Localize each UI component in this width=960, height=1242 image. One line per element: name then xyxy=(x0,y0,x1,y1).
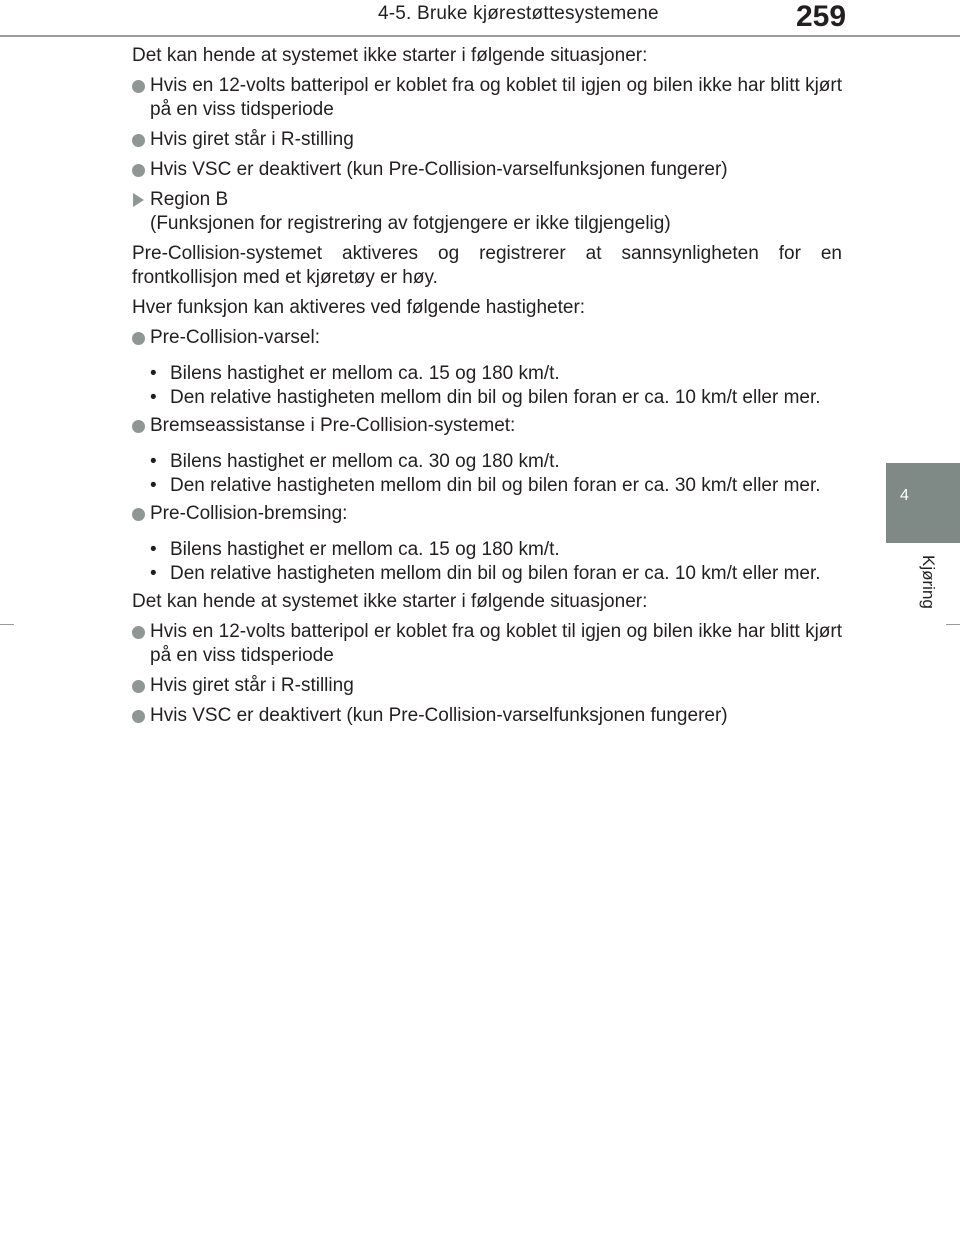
circle-bullet-icon xyxy=(132,420,145,433)
intro-paragraph: Det kan hende at systemet ikke starter i følgende situasjoner: xyxy=(132,591,648,612)
condition-text: Den relative hastigheten mellom din bil og bilen foran er ca. 10 km/t eller mer. xyxy=(170,563,821,584)
circle-bullet-icon xyxy=(132,80,145,93)
triangle-arrow-icon xyxy=(133,193,144,207)
circle-bullet-icon xyxy=(132,680,145,693)
condition-text: Bilens hastighet er mellom ca. 15 og 180 km/t. xyxy=(170,539,560,560)
function-conditions xyxy=(132,450,842,498)
circle-bullet-icon xyxy=(132,626,145,639)
list-item xyxy=(132,74,842,122)
list-item xyxy=(132,704,842,728)
condition-text: Bilens hastighet er mellom ca. 30 og 180 km/t. xyxy=(170,451,560,472)
list-item xyxy=(132,158,842,182)
condition-item xyxy=(132,386,842,410)
list-item-text: Hvis VSC er deaktivert (kun Pre-Collision-varselfunksjonen fungerer) xyxy=(150,159,728,180)
circle-bullet-icon xyxy=(132,332,145,345)
condition-item xyxy=(132,450,842,474)
chapter-number: 4 xyxy=(900,487,909,504)
list-item-text: Hvis giret står i R-stilling xyxy=(150,129,354,150)
bullet-dot-icon: • xyxy=(150,475,157,496)
condition-item xyxy=(132,562,842,586)
list-item xyxy=(132,128,842,152)
bullet-dot-icon: • xyxy=(150,539,157,560)
function-conditions xyxy=(132,538,842,586)
function-conditions xyxy=(132,362,842,410)
condition-item xyxy=(132,538,842,562)
crop-mark-right xyxy=(946,624,960,625)
list-item-text: Hvis VSC er deaktivert (kun Pre-Collision-varselfunksjonen fungerer) xyxy=(150,705,728,726)
bullet-dot-icon: • xyxy=(150,451,157,472)
activation-paragraph: Pre-Collision-systemet aktiveres og registrerer at sannsynligheten for en frontkollisjon med et kjøretøy er høy. xyxy=(132,243,842,288)
condition-text: Den relative hastigheten mellom din bil og bilen foran er ca. 30 km/t eller mer. xyxy=(170,475,821,496)
page-content xyxy=(132,44,842,734)
list-item-text: Hvis en 12-volts batteripol er koblet fra og koblet til igjen og bilen ikke har blitt kjørt på en viss tidsperiode xyxy=(150,75,842,120)
header-rule xyxy=(0,35,960,37)
list-item xyxy=(132,620,842,668)
speeds-paragraph: Hver funksjon kan aktiveres ved følgende hastigheter: xyxy=(132,297,586,318)
function-heading xyxy=(132,414,842,438)
intro-paragraph: Det kan hende at systemet ikke starter i følgende situasjoner: xyxy=(132,45,648,66)
section-title: 4-5. Bruke kjørestøttesystemene xyxy=(378,3,659,24)
list-item-text: Hvis en 12-volts batteripol er koblet fra og koblet til igjen og bilen ikke har blitt kjørt på en viss tidsperiode xyxy=(150,621,842,666)
condition-text: Den relative hastigheten mellom din bil og bilen foran er ca. 10 km/t eller mer. xyxy=(170,387,821,408)
function-heading xyxy=(132,326,842,350)
page-number: 259 xyxy=(796,0,847,33)
bullet-dot-icon: • xyxy=(150,563,157,584)
bullet-dot-icon: • xyxy=(150,363,157,384)
condition-item xyxy=(132,474,842,498)
circle-bullet-icon xyxy=(132,164,145,177)
chapter-title: Kjøring xyxy=(919,555,938,609)
list-item xyxy=(132,674,842,698)
region-note: (Funksjonen for registrering av fotgjengere er ikke tilgjengelig) xyxy=(150,213,671,234)
circle-bullet-icon xyxy=(132,710,145,723)
function-title: Pre-Collision-varsel: xyxy=(150,327,320,348)
function-title: Bremseassistanse i Pre-Collision-systemet: xyxy=(150,415,516,436)
function-heading xyxy=(132,502,842,526)
circle-bullet-icon xyxy=(132,508,145,521)
region-heading xyxy=(132,188,842,236)
chapter-tab xyxy=(886,463,960,543)
condition-item xyxy=(132,362,842,386)
crop-mark-left xyxy=(0,624,14,625)
list-item-text: Hvis giret står i R-stilling xyxy=(150,675,354,696)
function-title: Pre-Collision-bremsing: xyxy=(150,503,348,524)
region-label: Region B xyxy=(150,189,229,210)
condition-text: Bilens hastighet er mellom ca. 15 og 180 km/t. xyxy=(170,363,560,384)
bullet-dot-icon: • xyxy=(150,387,157,408)
circle-bullet-icon xyxy=(132,134,145,147)
